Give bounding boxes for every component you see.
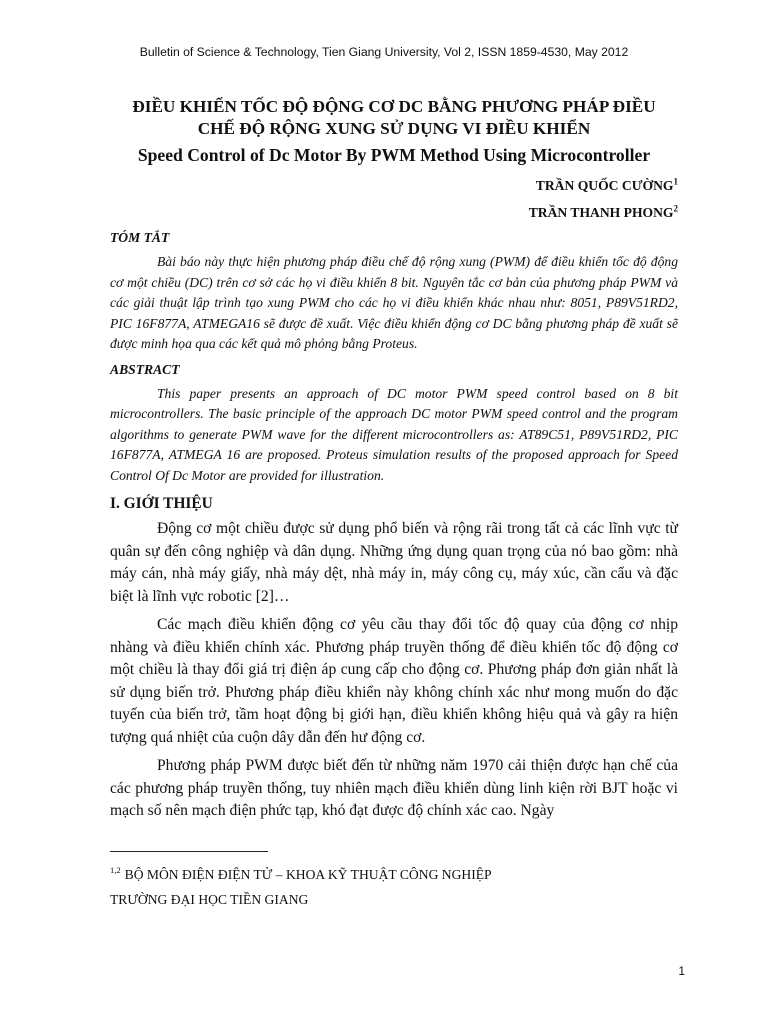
body-paragraph-3: Phương pháp PWM được biết đến từ những năm 1970 cải thiện được hạn chế của các phương pháp truyền thống, tuy nhiên mạch điều khiển dùng linh kiện rời BJT hoặc vi mạch số nên mạch điện phức tạp, khó đạt được độ chính xác cao. Ngày — [110, 757, 678, 819]
footnote-mark: 1,2 — [110, 865, 121, 876]
page-number: 1 — [678, 964, 685, 978]
author-mark: 2 — [673, 203, 678, 214]
footnote-line-1 — [110, 862, 670, 887]
title-vi-line-1: ĐIỀU KHIỂN TỐC ĐỘ ĐỘNG CƠ DC BẰNG PHƯƠNG PHÁP ĐIỀU — [132, 97, 656, 116]
body-paragraph-2: Các mạch điều khiển động cơ yêu cầu thay đổi tốc độ quay của động cơ nhịp nhàng và điều khiển chính xác. Phương pháp truyền thống để điều khiển tốc độ động cơ một chiều là thay đổi giá trị điện áp cung cấp cho động cơ. Phương pháp đơn giản nhất là sử dụng biến trở. Phương pháp điều khiển này không chính xác như mong muốn do đặc tuyến của biến trở, tầm hoạt động bị giới hạn, điều khiển không hiệu quả và gây ra hiện tượng quá nhiệt của cuộn dây dẫn đến hư động cơ. — [110, 616, 678, 746]
author-1 — [110, 172, 678, 199]
author-name: TRẦN QUỐC CƯỜNG — [535, 178, 674, 193]
footnote-line-1-text: BỘ MÔN ĐIỆN ĐIỆN TỬ – KHOA KỸ THUẬT CÔNG NGHIỆP — [124, 867, 492, 882]
abstract-text: This paper presents an approach of DC motor PWM speed control based on 8 bit microcontrollers. The basic principle of the approach DC motor PWM speed control and the program algorithms to generate PWM wave for the different microcontrollers as: AT89C51, P89V51RD2, PIC 16F877A, ATMEGA 16 are proposed. Proteus simulation results of the proposed approach for Speed Control Of Dc Motor are provided for illustration. — [110, 385, 678, 483]
paper-content — [110, 96, 678, 829]
title-vietnamese — [110, 96, 678, 140]
section-1-heading: I. GIỚI THIỆU — [110, 495, 213, 512]
running-head: Bulletin of Science & Technology, Tien Giang University, Vol 2, ISSN 1859-4530, May 2012 — [139, 45, 629, 59]
footnote-rule — [110, 851, 268, 852]
title-english: Speed Control of Dc Motor By PWM Method Using Microcontroller — [137, 145, 651, 165]
author-list — [110, 172, 678, 226]
author-2 — [110, 199, 678, 226]
footnote — [110, 862, 670, 912]
footnote-line-2: TRƯỜNG ĐẠI HỌC TIỀN GIANG — [110, 892, 309, 907]
summary-text: Bài báo này thực hiện phương pháp điều chế độ rộng xung (PWM) để điều khiển tốc độ động cơ một chiều (DC) trên cơ sở các họ vi điều khiển 8 bit. Nguyên tắc cơ bản của phương pháp PWM và các giải thuật lập trình tạo xung PWM cho các họ vi điều khiển khác nhau như: 8051, P89V51RD2, PIC 16F877A, ATMEGA16 sẽ được đề xuất. Việc điều khiển động cơ DC bằng phương pháp đề xuất sẽ được minh họa qua các kết quả mô phỏng bằng Proteus. — [110, 254, 678, 351]
title-vi-line-2: CHẾ ĐỘ RỘNG XUNG SỬ DỤNG VI ĐIỀU KHIỂN — [197, 119, 591, 138]
summary-heading: TÓM TẮT — [110, 230, 170, 245]
author-mark: 1 — [673, 176, 678, 187]
author-name: TRẦN THANH PHONG — [528, 205, 674, 220]
body-paragraph-1: Động cơ một chiều được sử dụng phổ biến và rộng rãi trong tất cả các lĩnh vực từ quân sự đến công nghiệp và dân dụng. Những ứng dụng quan trọng của nó bao gồm: nhà máy cán, nhà máy giấy, nhà máy dệt, nhà máy in, máy công cụ, máy xúc, cần cẩu và đặc biệt là lĩnh vực robotic [2]… — [110, 520, 678, 605]
abstract-heading: ABSTRACT — [110, 361, 180, 377]
